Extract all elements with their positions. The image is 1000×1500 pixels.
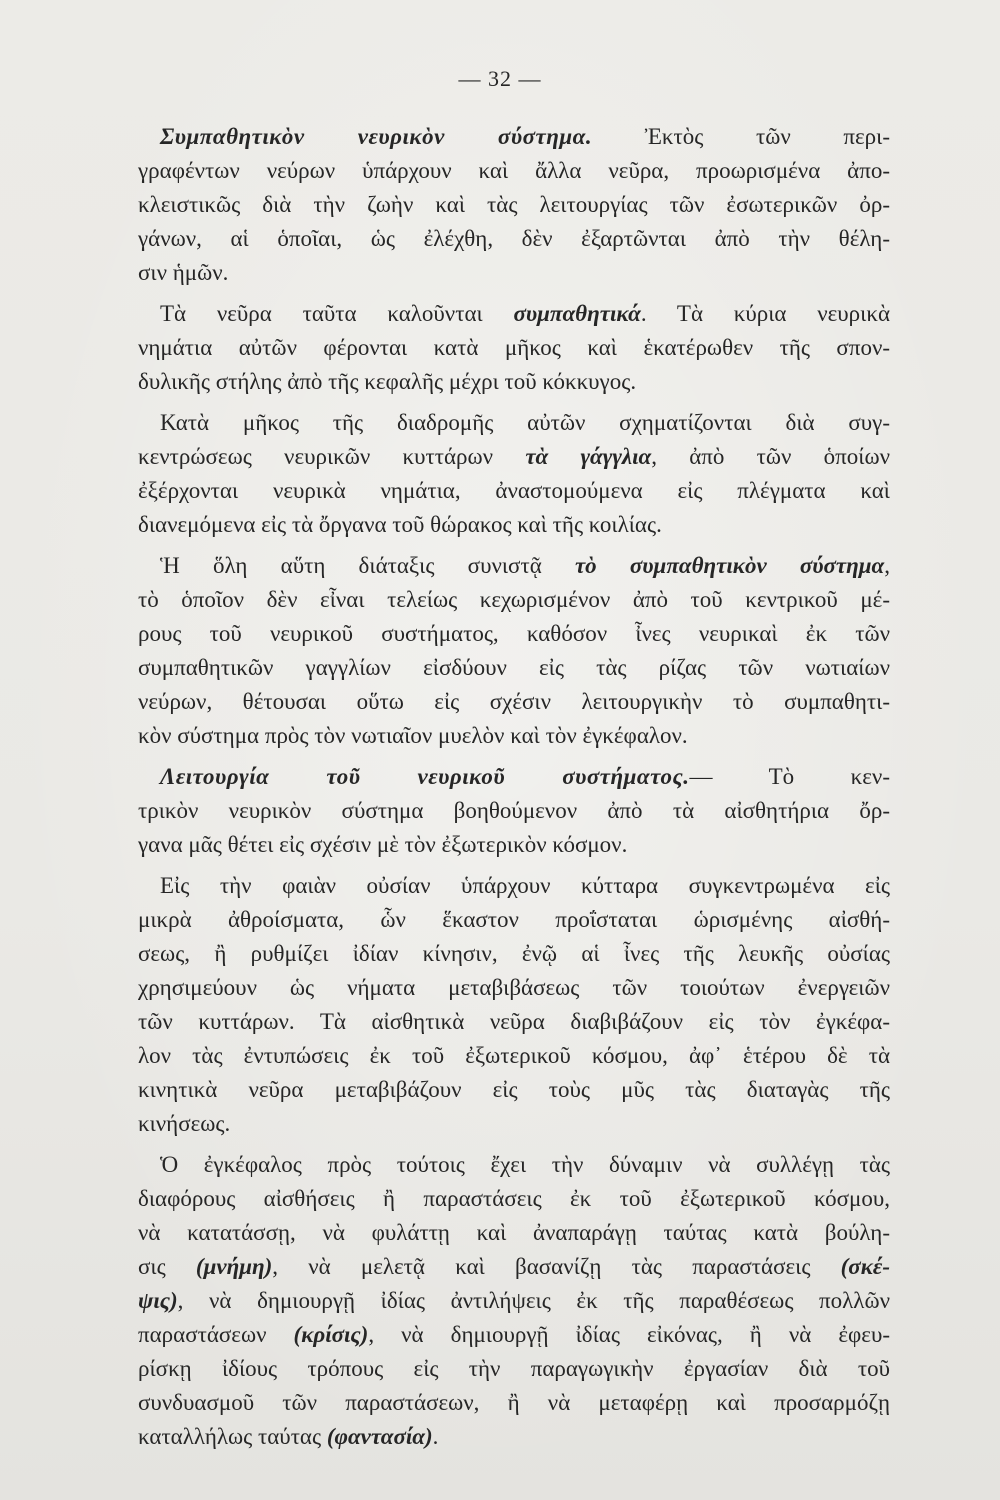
text-line <box>138 617 890 651</box>
paragraph <box>138 406 890 542</box>
line-text: , <box>884 553 891 578</box>
text-line <box>138 719 890 753</box>
line-text: ρους τοῦ νευρικοῦ συστήματος, καθόσον ἶνες νευρικαὶ ἐκ τῶν <box>138 621 890 646</box>
line-text: Τὰ νεῦρα ταῦτα καλοῦνται <box>160 301 514 326</box>
paragraph <box>138 297 890 399</box>
text-line <box>138 440 890 474</box>
text-line <box>138 583 890 617</box>
text-line <box>138 1250 890 1284</box>
paragraph <box>138 869 890 1141</box>
section-heading: Συμπαθητικὸν νευρικὸν σύστημα. <box>160 124 593 149</box>
text-line <box>138 971 890 1005</box>
text-line <box>138 1107 890 1141</box>
line-text: τρικὸν νευρικὸν σύστημα βοηθούμενον ἀπὸ τὰ αἰσθητήρια ὄρ- <box>138 798 890 823</box>
line-text: Ἡ ὅλη αὕτη διάταξις συνιστᾷ <box>160 553 575 578</box>
line-text: μικρὰ ἀθροίσματα, ὧν ἕκαστον προΐσταται ὡρισμένης αἰσθή- <box>138 907 890 932</box>
emphasized-term: (φαντασία) <box>326 1424 433 1449</box>
emphasized-term: συμπαθητικά <box>513 301 641 326</box>
line-text: κὸν σύστημα πρὸς τὸν νωτιαῖον μυελὸν καὶ τὸν ἐγκέφαλον. <box>138 723 688 748</box>
line-text: παραστάσεων <box>138 1322 294 1347</box>
line-text: κεντρώσεως νευρικῶν κυττάρων <box>138 444 526 469</box>
line-text: καταλλήλως ταύτας <box>138 1424 327 1449</box>
text-line <box>138 365 890 399</box>
page-number: — 32 — <box>458 66 542 91</box>
section-heading: Λειτουργία τοῦ νευρικοῦ συστήματος. <box>160 764 690 789</box>
line-text: Ἐκτὸς τῶν περι- <box>592 124 890 149</box>
line-text: . Τὰ κύρια νευρικὰ <box>640 301 890 326</box>
text-line <box>138 828 890 862</box>
line-text: Εἰς τὴν φαιὰν οὐσίαν ὑπάρχουν κύτταρα συγκεντρωμένα εἰς <box>160 873 890 898</box>
line-text: γανα μᾶς θέτει εἰς σχέσιν μὲ τὸν ἐξωτερικὸν κόσμον. <box>138 832 628 857</box>
line-text: . <box>432 1424 439 1449</box>
emphasized-term: (κρίσις) <box>293 1322 369 1347</box>
emphasized-term: (σκέ- <box>840 1254 890 1279</box>
text-line <box>138 120 890 154</box>
body-text <box>138 120 890 1461</box>
emphasized-term: (μνήμη) <box>195 1254 273 1279</box>
paragraph <box>138 1148 890 1454</box>
text-line <box>138 154 890 188</box>
line-text: διανεμόμενα εἰς τὰ ὄργανα τοῦ θώρακος καὶ τῆς κοιλίας. <box>138 512 662 537</box>
text-line <box>138 222 890 256</box>
line-text: κινητικὰ νεῦρα μεταβιβάζουν εἰς τοὺς μῦς τὰς διαταγὰς τῆς <box>138 1077 890 1102</box>
emphasized-term: ψις) <box>138 1288 178 1313</box>
line-text: λον τὰς ἐντυπώσεις ἐκ τοῦ ἐξωτερικοῦ κόσμου, ἀφ᾿ ἑτέρου δὲ τὰ <box>138 1043 890 1068</box>
line-text: — Τὸ κεν- <box>689 764 890 789</box>
text-line <box>138 1386 890 1420</box>
line-text: ρίσκῃ ἰδίους τρόπους εἰς τὴν παραγωγικὴν ἐργασίαν διὰ τοῦ <box>138 1356 890 1381</box>
text-line <box>138 1148 890 1182</box>
text-line <box>138 1352 890 1386</box>
line-text: , νὰ μελετᾷ καὶ βασανίζῃ τὰς παραστάσεις <box>272 1254 841 1279</box>
line-text: σιν ἡμῶν. <box>138 260 229 285</box>
line-text: Κατὰ μῆκος τῆς διαδρομῆς αὐτῶν σχηματίζονται διὰ συγ- <box>160 410 890 435</box>
line-text: σις <box>138 1254 196 1279</box>
line-text: γραφέντων νεύρων ὑπάρχουν καὶ ἄλλα νεῦρα, προωρισμένα ἀπο- <box>138 158 890 183</box>
text-line <box>138 1005 890 1039</box>
line-text: διαφόρους αἰσθήσεις ἢ παραστάσεις ἐκ τοῦ ἐξωτερικοῦ κόσμου, <box>138 1186 890 1211</box>
line-text: κινήσεως. <box>138 1111 231 1136</box>
line-text: νεύρων, θέτουσαι οὕτω εἰς σχέσιν λειτουργικὴν τὸ συμπαθητι- <box>138 689 890 714</box>
line-text: τῶν κυττάρων. Τὰ αἰσθητικὰ νεῦρα διαβιβάζουν εἰς τὸν ἐγκέφα- <box>138 1009 890 1034</box>
line-text: ἐξέρχονται νευρικὰ νημάτια, ἀναστομούμενα εἰς πλέγματα καὶ <box>138 478 890 503</box>
paragraph <box>138 120 890 290</box>
line-text: , νὰ δημιουργῇ ἰδίας εἰκόνας, ἢ νὰ ἐφευ- <box>368 1322 890 1347</box>
text-line <box>138 651 890 685</box>
line-text: δυλικῆς στήλης ἀπὸ τῆς κεφαλῆς μέχρι τοῦ κόκκυγος. <box>138 369 637 394</box>
text-line <box>138 869 890 903</box>
text-line <box>138 1318 890 1352</box>
line-text: γάνων, αἱ ὁποῖαι, ὡς ἐλέχθη, δὲν ἐξαρτῶνται ἀπὸ τὴν θέλη- <box>138 226 890 251</box>
text-line <box>138 1182 890 1216</box>
line-text: κλειστικῶς διὰ τὴν ζωὴν καὶ τὰς λειτουργίας τῶν ἐσωτερικῶν ὀρ- <box>138 192 890 217</box>
text-line <box>138 760 890 794</box>
line-text: νὰ κατατάσσῃ, νὰ φυλάττῃ καὶ ἀναπαράγῃ ταύτας κατὰ βούλη- <box>138 1220 890 1245</box>
text-line <box>138 474 890 508</box>
text-line <box>138 1073 890 1107</box>
text-line <box>138 1039 890 1073</box>
line-text: σεως, ἢ ρυθμίζει ἰδίαν κίνησιν, ἐνῷ αἱ ἶνες τῆς λευκῆς οὐσίας <box>138 941 890 966</box>
emphasized-term: τὰ γάγγλια <box>525 444 652 469</box>
text-line <box>138 1420 890 1454</box>
text-line <box>138 297 890 331</box>
line-text: , ἀπὸ τῶν ὁποίων <box>651 444 891 469</box>
line-text: Ὁ ἐγκέφαλος πρὸς τούτοις ἔχει τὴν δύναμιν νὰ συλλέγῃ τὰς <box>160 1152 890 1177</box>
line-text: συμπαθητικῶν γαγγλίων εἰσδύουν εἰς τὰς ρίζας τῶν νωτιαίων <box>138 655 890 680</box>
line-text: , νὰ δημιουργῇ ἰδίας ἀντιλήψεις ἐκ τῆς παραθέσεως πολλῶν <box>177 1288 890 1313</box>
text-line <box>138 794 890 828</box>
line-text: τὸ ὁποῖον δὲν εἶναι τελείως κεχωρισμένον ἀπὸ τοῦ κεντρικοῦ μέ- <box>138 587 890 612</box>
line-text: συνδυασμοῦ τῶν παραστάσεων, ἢ νὰ μεταφέρῃ καὶ προσαρμόζῃ <box>138 1390 890 1415</box>
text-line <box>138 1284 890 1318</box>
text-line <box>138 1216 890 1250</box>
emphasized-term: τὸ συμπαθητικὸν σύστημα <box>574 553 885 578</box>
paragraph <box>138 549 890 753</box>
text-line <box>138 508 890 542</box>
text-line <box>138 685 890 719</box>
text-line <box>138 331 890 365</box>
line-text: χρησιμεύουν ὡς νήματα μεταβιβάσεως τῶν τοιούτων ἐνεργειῶν <box>138 975 890 1000</box>
text-line <box>138 903 890 937</box>
text-line <box>138 406 890 440</box>
line-text: νημάτια αὐτῶν φέρονται κατὰ μῆκος καὶ ἑκατέρωθεν τῆς σπον- <box>138 335 890 360</box>
text-line <box>138 256 890 290</box>
text-line <box>138 549 890 583</box>
paragraph <box>138 760 890 862</box>
text-line <box>138 937 890 971</box>
text-line <box>138 188 890 222</box>
